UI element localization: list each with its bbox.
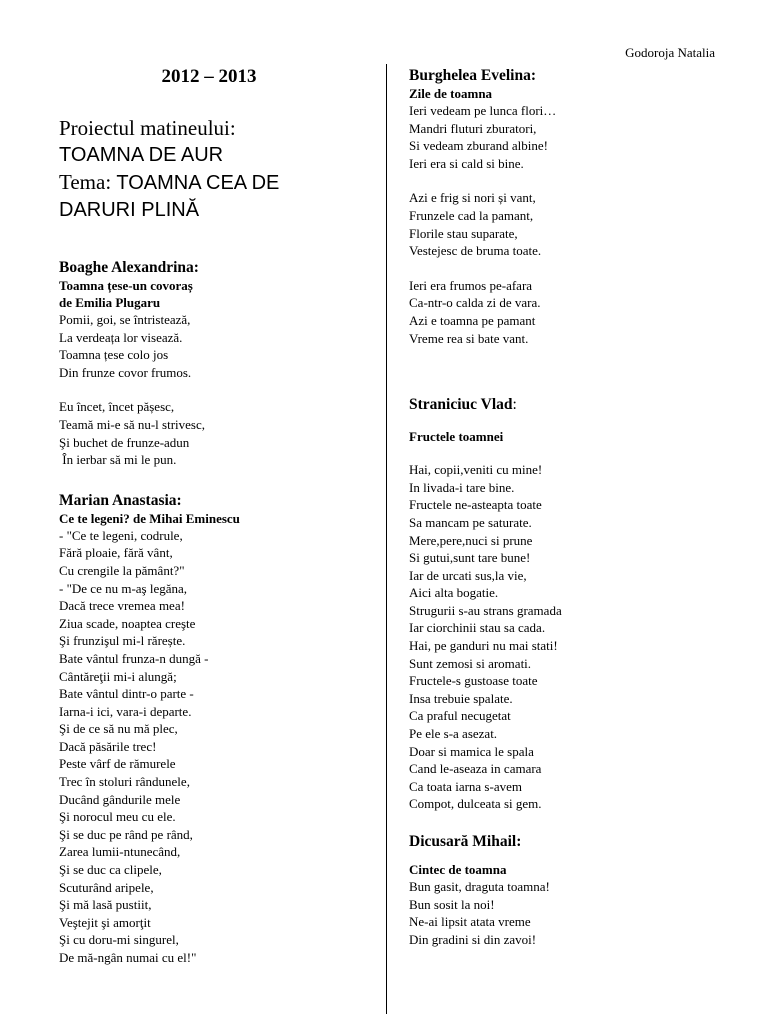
poem-line: Trec în stoluri rândunele, — [59, 774, 190, 790]
poem-line: Vreme rea si bate vant. — [409, 330, 529, 346]
right-column — [409, 66, 739, 948]
poem-author: de Emilia Plugaru — [59, 295, 161, 310]
poem-line: Ieri vedeam pe lunca flori… — [409, 103, 557, 118]
poem-line: Şi mă lasă pustiit, — [59, 897, 152, 913]
poem-line: Bate vântul dintr-o parte - — [59, 686, 194, 702]
poem-line: Şi se duc pe rând pe rând, — [59, 826, 193, 842]
reciter-name: Marian Anastasia: — [59, 491, 182, 509]
poem-line: Scuturând aripele, — [59, 879, 154, 895]
project-label: Proiectul matineului: — [59, 116, 236, 140]
poem-line: Iar de urcati sus,la vie, — [409, 567, 527, 583]
poem-line: Dacă trece vremea mea! — [59, 598, 185, 614]
poem-line: Hai, copii,veniti cu mine! — [409, 462, 543, 478]
poem-line: Ziua scade, noaptea creşte — [59, 615, 196, 631]
poem-line: Şi frunzişul mi-l rărește. — [59, 633, 186, 649]
poem-stanza — [59, 311, 379, 381]
poem-title: Fructele toamnei — [409, 429, 504, 445]
reciter-name: Burghelea Evelina: — [409, 67, 537, 84]
reciter-name: Dicusară Mihail: — [409, 833, 522, 850]
poem-line: Cand le-aseaza in camara — [409, 761, 542, 777]
poem-line: Compot, dulceata si gem. — [409, 796, 542, 812]
poem-line: In livada-i tare bine. — [409, 479, 515, 495]
poem-title: Ce te legeni? de Mihai Eminescu — [59, 510, 240, 526]
poem-line: Ducând gândurile mele — [59, 791, 181, 807]
reciter-name-colon: : — [512, 396, 517, 414]
poem-line: Ca-ntr-o calda zi de vara. — [409, 295, 541, 311]
poem-line: Zarea lumii-ntunecând, — [59, 844, 181, 860]
poem-line: Veştejit şi amorţit — [59, 914, 151, 930]
poem-line: Şi se duc ca clipele, — [59, 862, 162, 878]
poem-line: Doar si mamica le spala — [409, 743, 534, 759]
tema-text-2: DARURI PLINĂ — [59, 199, 200, 221]
poem-line: Din frunze covor frumos. — [59, 364, 192, 380]
poem-line: Fructele-s gustoase toate — [409, 673, 538, 689]
poem-line: - "De ce nu m-aş legăna, — [59, 580, 188, 596]
poem-line: Bate vântul frunza-n dungă - — [59, 650, 209, 666]
poem-stanza — [409, 277, 739, 347]
poem-line: Şi cu doru-mi singurel, — [59, 932, 179, 948]
poem-stanza — [409, 878, 739, 948]
poem-line: Azi e toamna pe pamant — [409, 312, 536, 328]
project-name: TOAMNA DE AUR — [59, 144, 224, 166]
poem-line: Peste vârf de rămurele — [59, 756, 176, 772]
poem-line: Fără ploaie, fără vânt, — [59, 545, 173, 561]
poem-line: Mere,pere,nuci si prune — [409, 532, 533, 548]
poem-line: Pe ele s-a asezat. — [409, 726, 498, 742]
poem-stanza — [409, 102, 739, 172]
poem-line: Insa trebuie spalate. — [409, 690, 513, 706]
poem-line: Iarna-i ici, vara-i departe. — [59, 703, 192, 719]
poem-stanza — [409, 461, 739, 813]
poem-line: Şi norocul meu cu ele. — [59, 809, 176, 825]
poem-stanza — [409, 189, 739, 259]
tema-label: Tema: — [59, 170, 112, 194]
poem-stanza — [59, 398, 379, 468]
poem-line: Din gradini si din zavoi! — [409, 931, 537, 947]
left-column — [59, 66, 379, 967]
poem-line: Frunzele cad la pamant, — [409, 207, 534, 223]
poem-title: Toamna țese-un covoraș — [59, 278, 193, 293]
poem-title: Cintec de toamna — [409, 862, 507, 877]
poem-line: Sa mancam pe saturate. — [409, 514, 532, 530]
reciter-name — [409, 395, 739, 414]
poem-line: Toamna țese colo jos — [59, 347, 169, 363]
poem-line: Pomii, goi, se întristează, — [59, 312, 191, 327]
reciter-name: Boaghe Alexandrina: — [59, 259, 199, 276]
poem-line: Teamă mi-e să nu-l strivesc, — [59, 416, 206, 432]
reciter-name-text: Straniciuc Vlad — [409, 396, 513, 414]
poem-line: Ieri era si cald si bine. — [409, 155, 524, 171]
poem-line: Şi de ce să nu mă plec, — [59, 721, 178, 737]
poem-line: Iar ciorchinii stau sa cada. — [409, 620, 546, 636]
poem-line: Ieri era frumos pe-afara — [409, 277, 533, 293]
project-block — [59, 115, 379, 224]
poem-line: De mă-ngân numai cu el!" — [59, 950, 197, 965]
poem-line: Bun gasit, draguta toamna! — [409, 879, 550, 894]
poem-line: În ierbar să mi le pun. — [59, 452, 177, 468]
poem-line: - "Ce te legeni, codrule, — [59, 527, 183, 543]
poem-line: Si vedeam zburand albine! — [409, 138, 548, 154]
poem-line: Cântăreţii mi-i alungă; — [59, 668, 177, 684]
poem-line: Ca praful necugetat — [409, 708, 511, 724]
poem-line: Dacă păsările trec! — [59, 738, 157, 754]
poem-line: Şi buchet de frunze-adun — [59, 434, 190, 450]
poem-line: Fructele ne-asteapta toate — [409, 497, 542, 513]
poem-line: Sunt zemosi si aromati. — [409, 655, 532, 671]
poem-line: Cu crengile la pământ?" — [59, 562, 185, 578]
poem-line: Eu încet, încet pășesc, — [59, 399, 175, 415]
school-year: 2012 – 2013 — [161, 66, 257, 87]
poem-line: Hai, pe ganduri nu mai stati! — [409, 638, 558, 654]
tema-text-1: TOAMNA CEA DE — [111, 172, 280, 194]
tema-line — [59, 169, 379, 197]
poem-line: Ca toata iarna s-avem — [409, 778, 522, 794]
poem-line: Florile stau suparate, — [409, 225, 518, 241]
poem-line: Si gutui,sunt tare bune! — [409, 550, 531, 566]
poem-line: Aici alta bogatie. — [409, 585, 499, 601]
poem-stanza — [59, 527, 379, 967]
poem-line: Azi e frig si nori și vant, — [409, 190, 536, 206]
column-divider — [386, 64, 387, 1014]
poem-line: Ne-ai lipsit atata vreme — [409, 914, 531, 930]
poem-line: Strugurii s-au strans gramada — [409, 602, 562, 618]
poem-line: Vestejesc de bruma toate. — [409, 243, 542, 259]
document-author: Godoroja Natalia — [625, 45, 715, 60]
poem-line: Mandri fluturi zburatori, — [409, 120, 537, 136]
poem-title: Zile de toamna — [409, 86, 493, 101]
poem-line: La verdeața lor visează. — [59, 329, 183, 345]
poem-line: Bun sosit la noi! — [409, 896, 495, 912]
